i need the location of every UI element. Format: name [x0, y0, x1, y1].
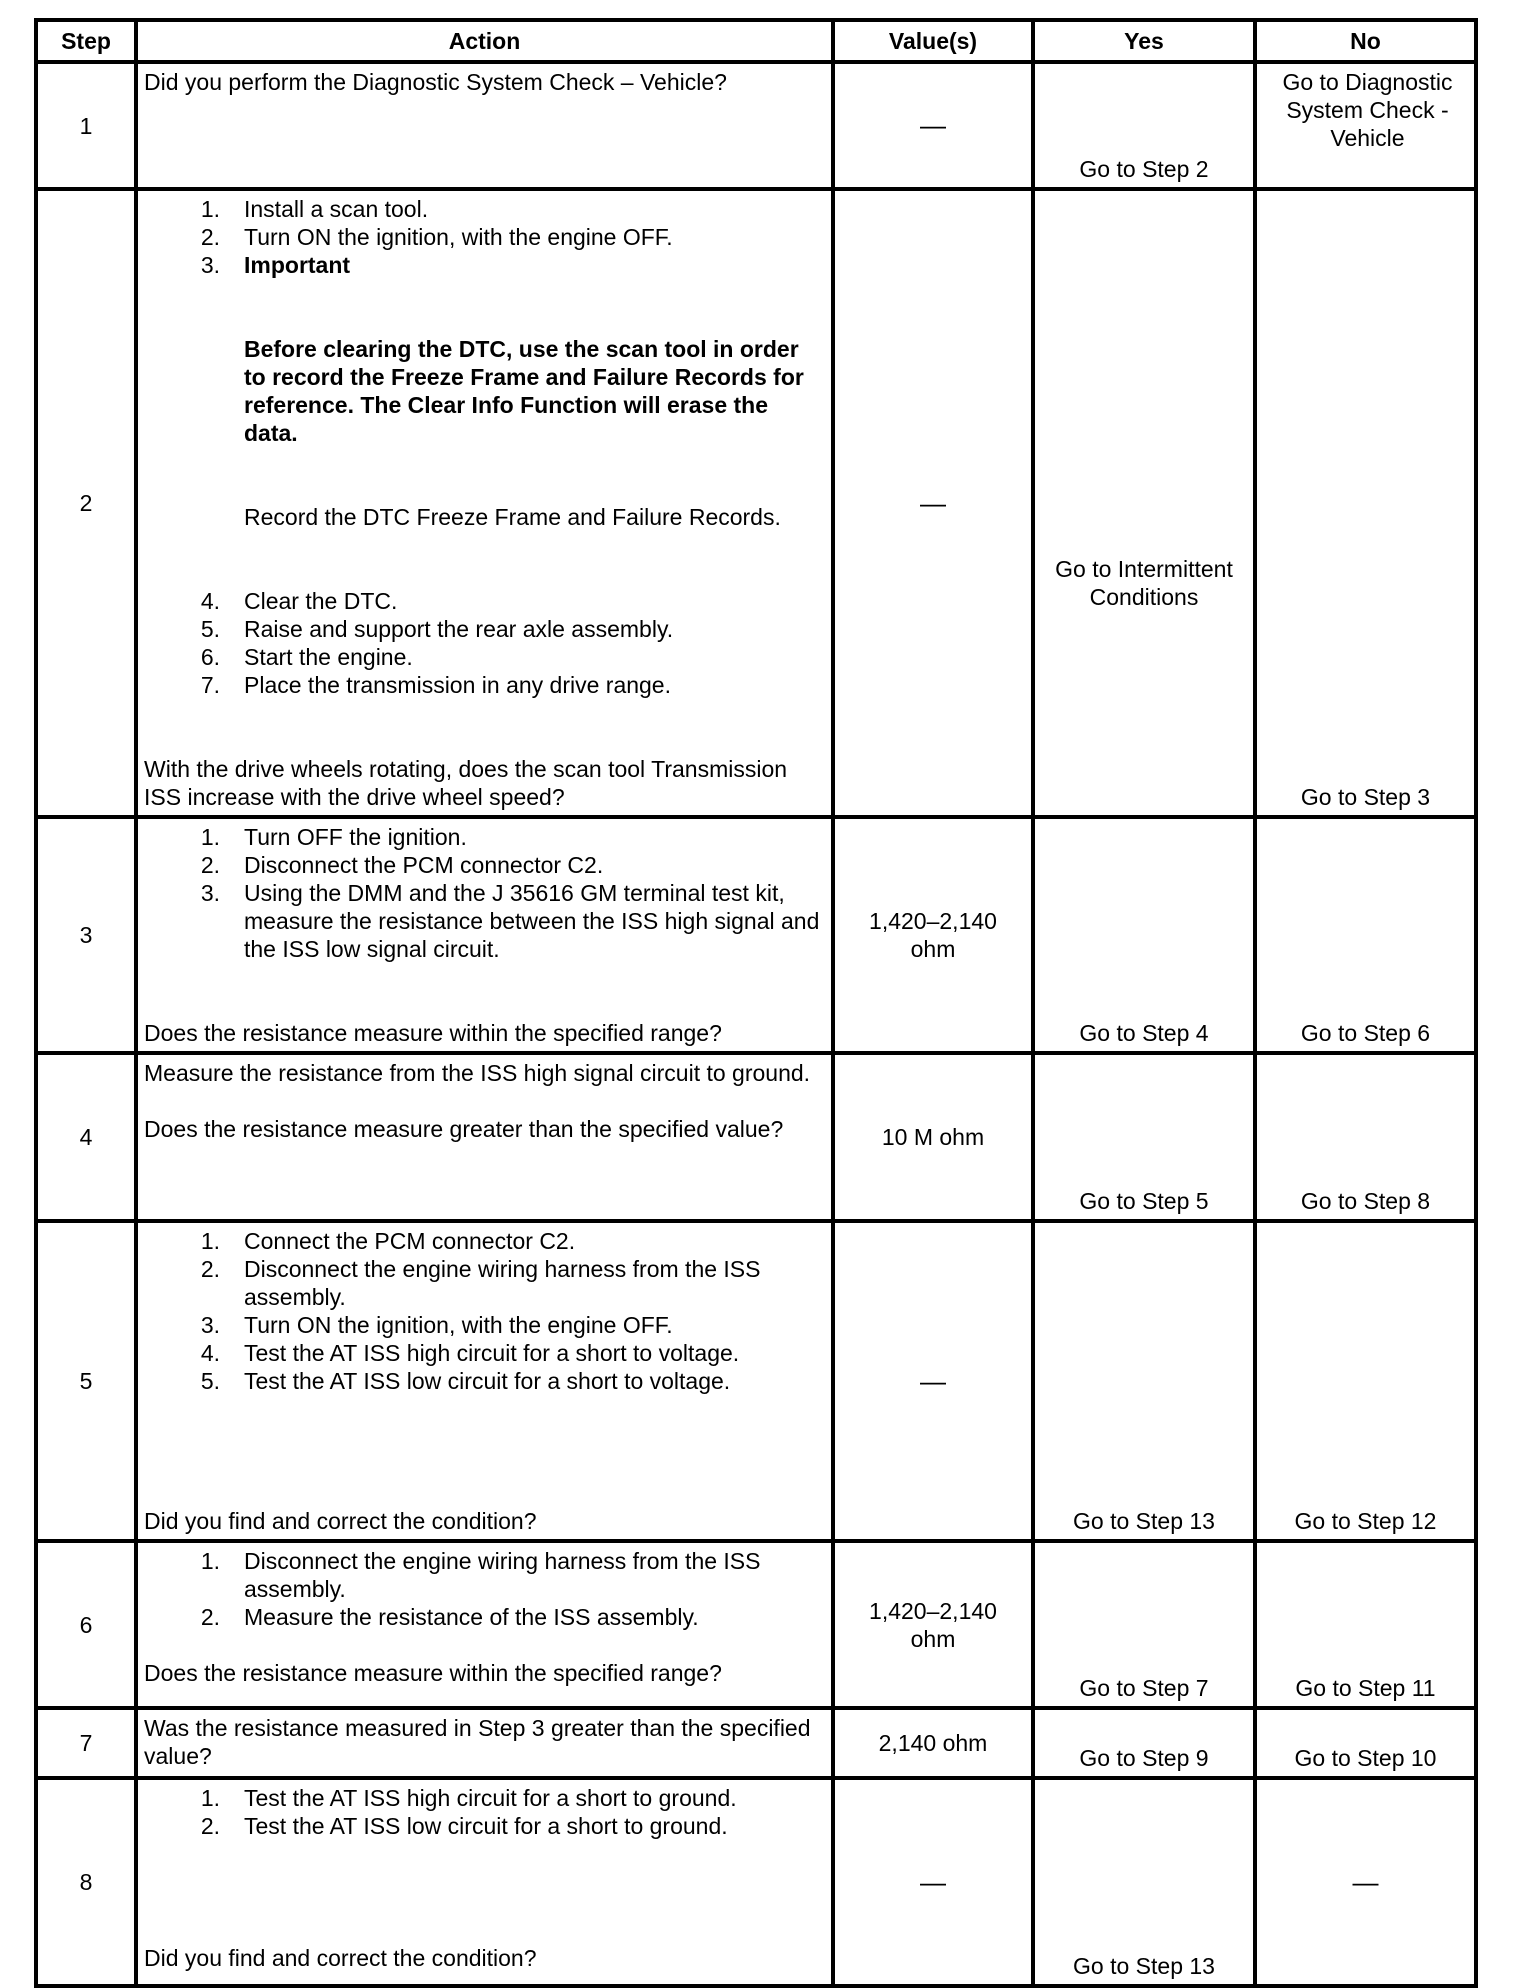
- action-cell: [136, 1778, 833, 1986]
- value-text: 2,140 ohm: [878, 1730, 988, 1756]
- header-row: [36, 20, 1476, 62]
- action-cell: [136, 62, 833, 189]
- value-cell: [833, 62, 1033, 189]
- list-item: 5. Test the AT ISS low circuit for a short to voltage.: [200, 1368, 731, 1394]
- action-steps: [144, 587, 825, 699]
- action-question: Did you perform the Diagnostic System Check – Vehicle?: [144, 69, 727, 95]
- step-number: 3: [36, 817, 136, 1053]
- no-cell: [1255, 1708, 1476, 1778]
- value-text: 1,420–2,140 ohm: [869, 908, 997, 962]
- action-cell: [136, 1708, 833, 1778]
- yes-link[interactable]: Go to Step 13: [1073, 1508, 1215, 1534]
- no-link[interactable]: Go to Step 6: [1300, 1020, 1431, 1046]
- value-cell: [833, 1708, 1033, 1778]
- yes-cell: [1033, 189, 1255, 817]
- action-cell: [136, 817, 833, 1053]
- header-yes: Yes: [1033, 20, 1255, 62]
- action-cell: [136, 189, 833, 817]
- no-link[interactable]: Go to Step 12: [1294, 1508, 1437, 1534]
- yes-link[interactable]: Go to Step 9: [1079, 1745, 1209, 1771]
- action-text: Measure the resistance from the ISS high signal circuit to ground.: [144, 1060, 811, 1086]
- list-item: 1. Test the AT ISS high circuit for a short to ground.: [200, 1785, 737, 1811]
- table-row: [36, 1778, 1476, 1986]
- action-cell: [136, 1221, 833, 1541]
- step-number: 2: [36, 189, 136, 817]
- value-text: —: [920, 1365, 946, 1396]
- no-value: —: [1352, 1866, 1379, 1897]
- value-cell: [833, 1541, 1033, 1708]
- important-note: Before clearing the DTC, use the scan tool in order to record the Freeze Frame and Failure Records for reference. The Clear Info Function will erase the data.: [244, 336, 804, 446]
- action-question: Does the resistance measure greater than the specified value?: [144, 1116, 784, 1142]
- no-cell: [1255, 62, 1476, 189]
- no-cell: [1255, 1053, 1476, 1221]
- list-item: 7. Place the transmission in any drive range.: [200, 672, 671, 698]
- yes-link[interactable]: Go to Step 2: [1079, 156, 1209, 182]
- table-row: [36, 1708, 1476, 1778]
- header-no: No: [1255, 20, 1476, 62]
- important-label: Important: [244, 252, 351, 278]
- value-cell: [833, 189, 1033, 817]
- no-link[interactable]: Go to Step 10: [1294, 1745, 1437, 1771]
- yes-cell: [1033, 817, 1255, 1053]
- list-item: 2. Measure the resistance of the ISS assembly.: [200, 1604, 699, 1630]
- list-item: 1. Disconnect the engine wiring harness from the ISS assembly.: [200, 1548, 761, 1602]
- action-steps: [144, 1227, 825, 1395]
- list-item: 2. Disconnect the engine wiring harness from the ISS assembly.: [200, 1256, 761, 1310]
- value-cell: [833, 817, 1033, 1053]
- action-question: Does the resistance measure within the specified range?: [144, 1020, 722, 1046]
- table-row: [36, 1053, 1476, 1221]
- no-link[interactable]: Go to Step 11: [1295, 1675, 1436, 1701]
- action-steps: [144, 1547, 825, 1631]
- list-item: 2. Turn ON the ignition, with the engine OFF.: [200, 224, 673, 250]
- value-text: —: [920, 487, 946, 518]
- action-question: Did you find and correct the condition?: [144, 1508, 537, 1534]
- yes-link[interactable]: Go to Step 13: [1073, 1953, 1215, 1979]
- no-cell: [1255, 817, 1476, 1053]
- list-item: 3. Turn ON the ignition, with the engine OFF.: [200, 1312, 673, 1338]
- no-cell: [1255, 1778, 1476, 1986]
- yes-cell: [1033, 1221, 1255, 1541]
- value-cell: [833, 1053, 1033, 1221]
- header-step: Step: [36, 20, 136, 62]
- table-row: [36, 62, 1476, 189]
- action-question: With the drive wheels rotating, does the scan tool Transmission ISS increase with the drive wheel speed?: [144, 756, 788, 810]
- list-item: 2. Test the AT ISS low circuit for a short to ground.: [200, 1813, 728, 1839]
- no-cell: [1255, 1221, 1476, 1541]
- list-item: 3. Using the DMM and the J 35616 GM terminal test kit, measure the resistance between the ISS high signal and the ISS low signal circuit.: [200, 880, 820, 962]
- diagnostic-table: [34, 18, 1478, 1988]
- list-item: 6. Start the engine.: [200, 644, 413, 670]
- yes-link[interactable]: Go to Intermittent Conditions: [1055, 556, 1233, 610]
- value-cell: [833, 1221, 1033, 1541]
- yes-cell: [1033, 1778, 1255, 1986]
- header-action: Action: [136, 20, 833, 62]
- action-cell: [136, 1541, 833, 1708]
- yes-link[interactable]: Go to Step 5: [1079, 1188, 1209, 1214]
- table-row: [36, 817, 1476, 1053]
- step-number: 8: [36, 1778, 136, 1986]
- value-text: —: [920, 1866, 946, 1897]
- list-item: 4. Clear the DTC.: [200, 588, 398, 614]
- no-link[interactable]: Go to Step 3: [1300, 784, 1431, 810]
- step-number: 4: [36, 1053, 136, 1221]
- yes-link[interactable]: Go to Step 7: [1079, 1675, 1209, 1701]
- step-number: 6: [36, 1541, 136, 1708]
- table-row: [36, 1541, 1476, 1708]
- list-item: 3. Important: [144, 251, 825, 279]
- no-link[interactable]: Go to Step 8: [1300, 1188, 1431, 1214]
- yes-cell: [1033, 62, 1255, 189]
- yes-cell: [1033, 1541, 1255, 1708]
- action-question: Does the resistance measure within the specified range?: [144, 1660, 722, 1686]
- list-item: 1. Turn OFF the ignition.: [200, 824, 467, 850]
- yes-cell: [1033, 1708, 1255, 1778]
- header-values: Value(s): [833, 20, 1033, 62]
- action-question: Was the resistance measured in Step 3 greater than the specified value?: [144, 1715, 811, 1769]
- action-question: Did you find and correct the condition?: [144, 1945, 537, 1971]
- value-text: —: [920, 110, 946, 140]
- list-item: 5. Raise and support the rear axle assembly.: [200, 616, 674, 642]
- no-cell: [1255, 1541, 1476, 1708]
- action-cell: [136, 1053, 833, 1221]
- list-item: 2. Disconnect the PCM connector C2.: [200, 852, 604, 878]
- step-number: 1: [36, 62, 136, 189]
- important-action: Record the DTC Freeze Frame and Failure Records.: [244, 504, 781, 530]
- list-item: 4. Test the AT ISS high circuit for a short to voltage.: [200, 1340, 740, 1366]
- value-cell: [833, 1778, 1033, 1986]
- yes-cell: [1033, 1053, 1255, 1221]
- action-steps: [144, 1784, 825, 1840]
- list-item: 1. Connect the PCM connector C2.: [200, 1228, 576, 1254]
- value-text: 10 M ohm: [881, 1124, 985, 1150]
- no-cell: [1255, 189, 1476, 817]
- value-text: 1,420–2,140 ohm: [869, 1597, 997, 1652]
- action-steps: [144, 823, 825, 963]
- step-number: 7: [36, 1708, 136, 1778]
- no-link[interactable]: Go to Diagnostic System Check - Vehicle: [1282, 69, 1453, 151]
- action-steps: [144, 195, 825, 279]
- step-number: 5: [36, 1221, 136, 1541]
- yes-link[interactable]: Go to Step 4: [1079, 1020, 1209, 1046]
- table-row: [36, 1221, 1476, 1541]
- table-row: [36, 189, 1476, 817]
- list-item: 1. Install a scan tool.: [200, 196, 429, 222]
